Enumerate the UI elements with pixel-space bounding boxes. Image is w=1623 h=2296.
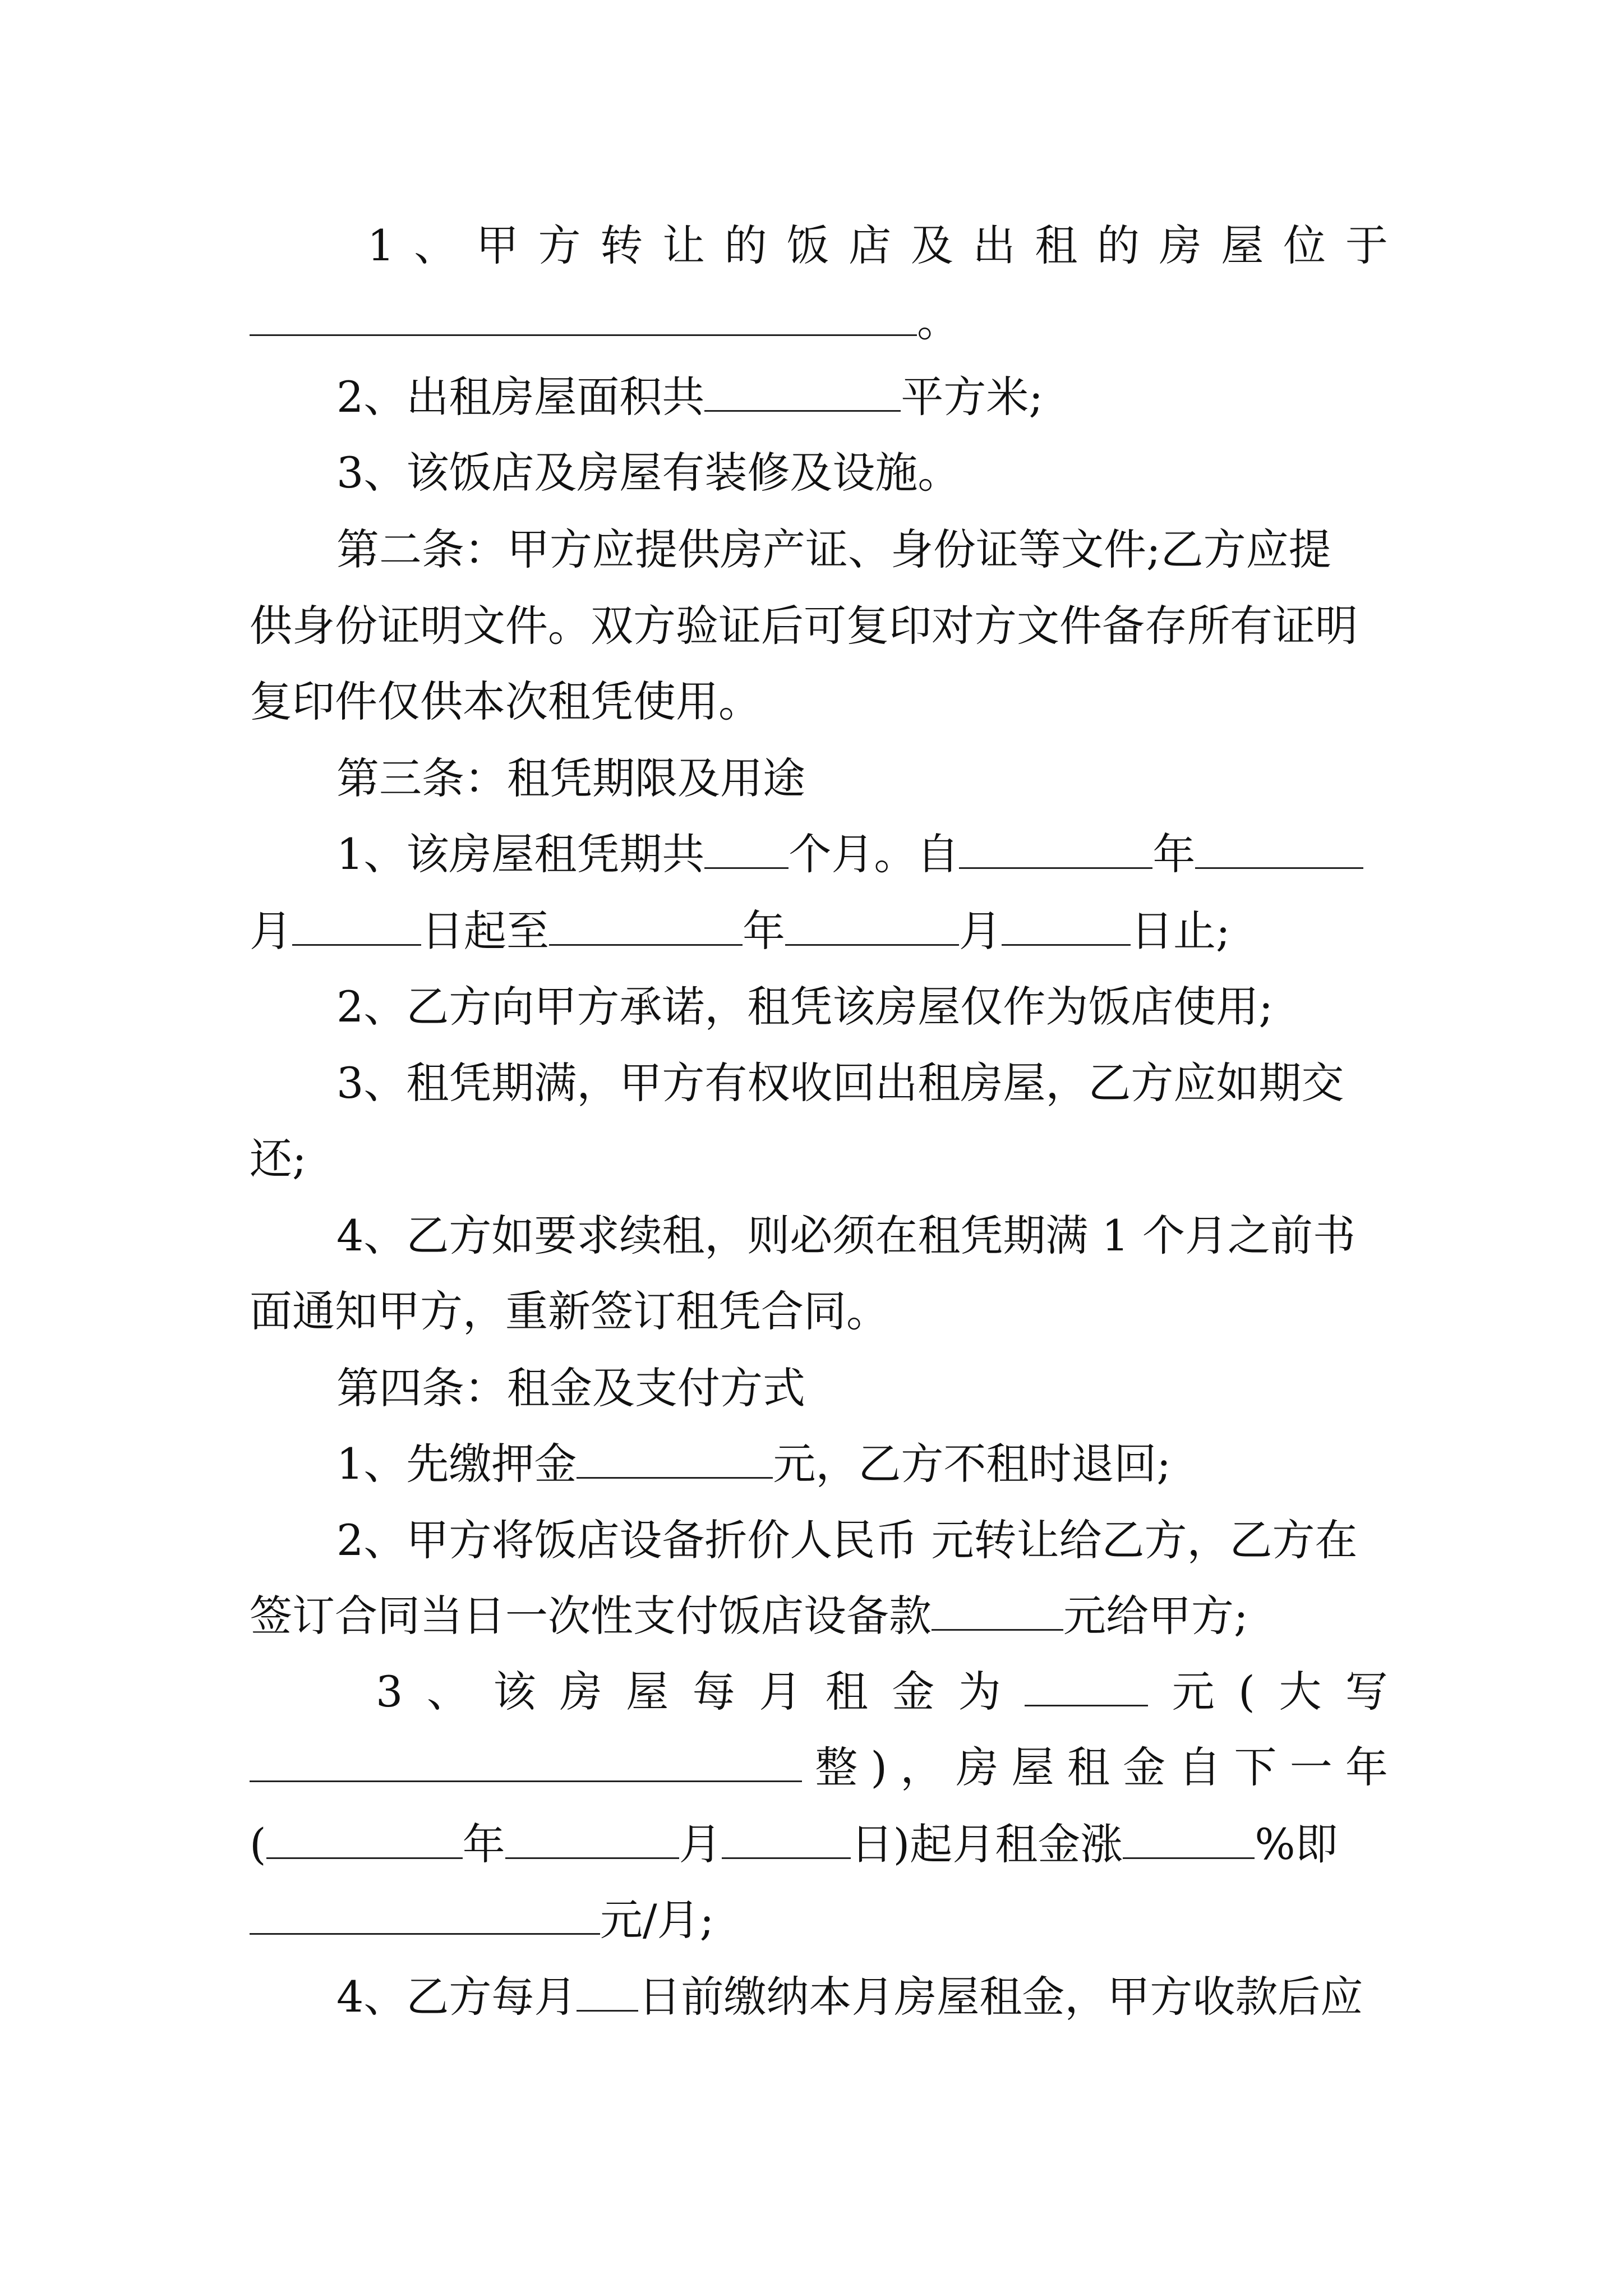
clause4-item3-l2-char-1: )	[870, 1742, 888, 1792]
end-year-blank[interactable]	[549, 905, 743, 946]
clause4-item2-b: 元给甲方;	[1063, 1591, 1248, 1641]
clause1-item1-char-8: 店	[849, 220, 892, 270]
raise-year-blank[interactable]	[266, 1818, 463, 1859]
clause1-item1-line2	[250, 295, 1388, 348]
clause3-item1-h: 日止;	[1131, 906, 1230, 956]
raise-month-blank[interactable]	[505, 1818, 679, 1859]
end-day-blank[interactable]	[1002, 905, 1131, 946]
clause4-item3-l2-char-3: 房	[956, 1742, 999, 1792]
clause4-item3-l3-e: %即	[1255, 1819, 1338, 1869]
clause1-item1-char-11: 租	[1035, 220, 1078, 270]
clause3-item1-line1	[336, 827, 1388, 881]
clause1-item2	[336, 370, 1388, 424]
clause1-item1-char-9: 及	[910, 220, 953, 270]
clause1-item3: 3、该饭店及房屋有装修及设施。	[336, 448, 961, 498]
clause4-item3-char-6: 月	[759, 1667, 802, 1717]
clause4-item4-b: 日前缴纳本月房屋租金，甲方收款后应	[638, 1972, 1363, 2022]
clause1-item1-char-15: 位	[1283, 220, 1326, 270]
clause4-item3-l2-char-9: 一	[1289, 1742, 1332, 1792]
clause4-item3-line1	[376, 1665, 1388, 1719]
clause2-line1: 第二条：甲方应提供房产证、身份证等文件;乙方应提	[336, 524, 1331, 574]
clause1-item1-char-14: 屋	[1221, 220, 1264, 270]
clause1-item1-char-16: 于	[1345, 220, 1388, 270]
clause4-item3-l3-d: 日)起月租金涨	[850, 1819, 1123, 1869]
clause4-item3-l2-char-5: 租	[1067, 1742, 1110, 1792]
clause1-item1-char-2: 甲	[476, 220, 519, 270]
clause4-item3-char-1: 、	[426, 1667, 469, 1717]
clause4-item4	[336, 1970, 1388, 2024]
clause4-item3-char-2: 该	[493, 1667, 536, 1717]
clause4-item1	[336, 1437, 1388, 1491]
clause1-item1-char-0: 1	[367, 220, 395, 270]
clause4-item3-l3-a: (	[250, 1819, 266, 1869]
months-blank[interactable]	[704, 828, 789, 869]
rent-uppercase-blank[interactable]	[250, 1741, 802, 1782]
clause1-item2-b: 平方米;	[901, 372, 1043, 422]
clause4-item3-line4	[250, 1893, 1388, 1947]
start-month-blank[interactable]	[1195, 828, 1363, 869]
clause4-item1-a: 1、先缴押金	[336, 1439, 577, 1489]
clause1-item1-char-5: 让	[662, 220, 705, 270]
clause1-item1-char-12: 的	[1096, 220, 1140, 270]
clause4-item3-l2-char-4: 屋	[1011, 1742, 1054, 1792]
start-year-blank[interactable]	[959, 828, 1152, 869]
raise-percent-blank[interactable]	[1123, 1818, 1255, 1859]
new-rent-blank[interactable]	[250, 1894, 600, 1935]
clause1-item1-char-4: 转	[600, 220, 643, 270]
clause4-item1-b: 元，乙方不租时退回;	[773, 1439, 1171, 1489]
clause1-item1-char-10: 出	[972, 220, 1016, 270]
clause1-item1-char-3: 方	[538, 220, 581, 270]
clause2-line2: 供身份证明文件。双方验证后可复印对方文件备存所有证明	[250, 601, 1358, 651]
clause1-item2-a: 2、出租房屋面积共	[336, 372, 705, 422]
clause4-item3-char-8: 金	[892, 1667, 935, 1717]
clause4-item3-l2-char-10: 年	[1345, 1742, 1388, 1792]
end-month-blank[interactable]	[785, 905, 959, 946]
clause4-item3-l3-b: 年	[462, 1819, 505, 1869]
clause3-item1-c: 年	[1152, 829, 1196, 879]
clause4-item4-a: 4、乙方每月	[336, 1972, 577, 2022]
clause4-item3b-char-3: 写	[1345, 1667, 1388, 1717]
clause3-item1-d: 月	[250, 906, 292, 956]
clause4-item3b-char-1: (	[1238, 1667, 1255, 1717]
clause4-heading: 第四条：租金及支付方式	[336, 1363, 805, 1413]
raise-day-blank[interactable]	[722, 1818, 851, 1859]
clause3-item1-line2	[250, 904, 1388, 958]
payment-day-blank[interactable]	[577, 1971, 638, 2012]
clause4-item2-a: 签订合同当日一次性支付饭店设备款	[250, 1591, 932, 1641]
clause3-item2: 2、乙方向甲方承诺，租凭该房屋仅作为饭店使用;	[336, 982, 1273, 1032]
clause3-item3-line1: 3、租凭期满，甲方有权收回出租房屋，乙方应如期交	[336, 1058, 1344, 1108]
clause1-item1-char-13: 房	[1159, 220, 1202, 270]
clause1-item1-line1	[367, 219, 1388, 273]
clause2-line3: 复印件仅供本次租凭使用。	[250, 677, 761, 726]
clause4-item3-char-7: 租	[825, 1667, 868, 1717]
clause4-item2-line1: 2、甲方将饭店设备折价人民币 元转让给乙方，乙方在	[336, 1515, 1358, 1565]
clause4-item3-l4: 元/月;	[600, 1895, 714, 1945]
equipment-payment-blank[interactable]	[932, 1590, 1063, 1631]
clause4-item3-char-5: 每	[692, 1667, 735, 1717]
area-blank[interactable]	[704, 371, 901, 412]
deposit-blank[interactable]	[577, 1438, 773, 1479]
clause4-item3-l3-c: 月	[679, 1819, 722, 1869]
clause3-item1-e: 日起至	[421, 906, 549, 956]
clause4-item3-char-9: 为	[958, 1667, 1001, 1717]
clause4-item2-line2	[250, 1589, 1388, 1643]
clause4-item3-line3	[250, 1818, 1388, 1871]
clause4-item3-l2-char-0: 整	[815, 1742, 858, 1792]
clause4-item3-char-3: 房	[559, 1667, 602, 1717]
clause4-item3-char-4: 屋	[626, 1667, 669, 1717]
clause3-item1-a: 1、该房屋租凭期共	[336, 829, 705, 879]
clause4-item3-l2-char-8: 下	[1234, 1742, 1277, 1792]
location-blank[interactable]	[250, 295, 917, 336]
clause4-item3-line2	[250, 1741, 1388, 1795]
clause1-item1-char-1: 、	[414, 220, 457, 270]
monthly-rent-blank[interactable]	[1025, 1665, 1148, 1706]
clause4-item3-l2-char-7: 自	[1178, 1742, 1221, 1792]
clause3-item1-g: 月	[959, 906, 1002, 956]
clause4-item3-l2-char-2: ，	[900, 1742, 943, 1792]
clause1-item1-char-7: 饭	[786, 220, 829, 270]
clause3-item4-line2: 面通知甲方，重新签订租凭合同。	[250, 1286, 889, 1336]
clause3-item4-line1: 4、乙方如要求续租，则必须在租凭期满 1 个月之前书	[336, 1211, 1356, 1260]
clause4-item3-l2-char-6: 金	[1123, 1742, 1166, 1792]
clause4-item3-char-0: 3	[376, 1667, 403, 1717]
start-day-blank[interactable]	[292, 905, 421, 946]
clause4-item3b-char-2: 大	[1279, 1667, 1322, 1717]
clause1-item1-char-6: 的	[724, 220, 767, 270]
clause4-item3b-char-0: 元	[1172, 1667, 1215, 1717]
clause3-heading: 第三条：租凭期限及用途	[336, 753, 805, 803]
clause3-item1-f: 年	[743, 906, 785, 956]
clause3-item3-line2: 还;	[250, 1134, 307, 1184]
clause1-item1-end: 。	[917, 296, 960, 346]
clause3-item1-b: 个月。自	[789, 829, 960, 879]
